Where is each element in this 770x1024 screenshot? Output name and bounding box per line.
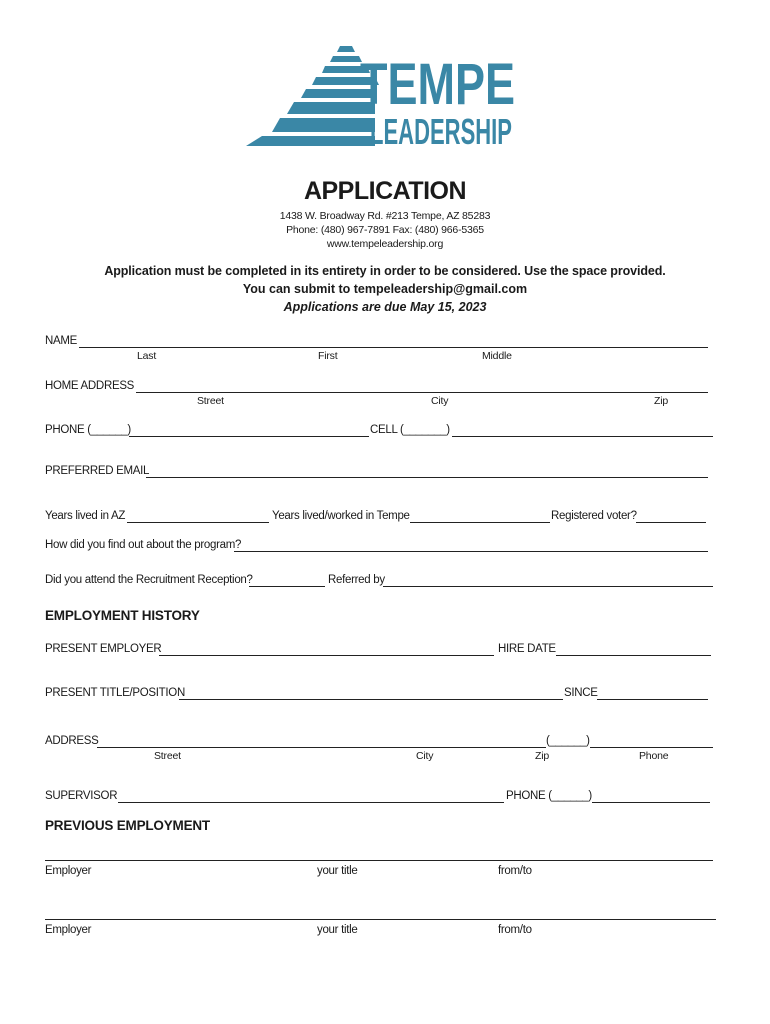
employer-area-code[interactable]: (______) [546, 735, 590, 747]
home-address-label: HOME ADDRESS [45, 380, 135, 392]
employment-history-heading: EMPLOYMENT HISTORY [45, 608, 200, 623]
employer-phone-caption: Phone [639, 750, 669, 762]
employer-address-label: ADDRESS [45, 735, 99, 747]
voter-label: Registered voter? [551, 510, 637, 522]
org-phone-fax: Phone: (480) 967-7891 Fax: (480) 966-5365 [286, 224, 484, 236]
cell-field[interactable] [452, 436, 713, 437]
previous-title-caption: your title [317, 924, 358, 936]
how-found-label: How did you find out about the program? [45, 539, 242, 551]
previous-employment-line[interactable] [45, 919, 716, 920]
name-first-caption: First [318, 350, 338, 362]
previous-dates-caption: from/to [498, 865, 532, 877]
page-title: APPLICATION [303, 177, 467, 205]
email-field[interactable] [146, 477, 708, 478]
hire-date-label: HIRE DATE [498, 643, 556, 655]
street-caption: Street [197, 395, 224, 407]
due-date: Applications are due May 15, 2023 [283, 300, 487, 314]
previous-employment-heading: PREVIOUS EMPLOYMENT [45, 818, 210, 833]
phone-label: PHONE (______) [45, 424, 131, 436]
years-tempe-label: Years lived/worked in Tempe [272, 510, 410, 522]
previous-employer-caption: Employer [45, 865, 92, 877]
previous-title-caption: your title [317, 865, 358, 877]
org-website[interactable]: www.tempeleadership.org [326, 238, 444, 250]
org-address: 1438 W. Broadway Rd. #213 Tempe, AZ 85283 [279, 210, 491, 222]
logo-leadership: LEADERSHIP [370, 111, 512, 152]
referred-field[interactable] [383, 586, 713, 587]
employer-phone-field[interactable] [590, 747, 713, 748]
employer-city-caption: City [416, 750, 434, 762]
employer-address-field[interactable] [97, 747, 546, 748]
hire-date-field[interactable] [556, 655, 711, 656]
zip-caption: Zip [654, 395, 668, 407]
home-address-field[interactable] [136, 392, 708, 393]
since-field[interactable] [597, 699, 708, 700]
email-label: PREFERRED EMAIL [45, 465, 150, 477]
years-az-field[interactable] [127, 522, 269, 523]
present-employer-label: PRESENT EMPLOYER [45, 643, 162, 655]
supervisor-phone-label: PHONE (______) [506, 790, 592, 802]
previous-employment-line[interactable] [45, 860, 713, 861]
supervisor-label: SUPERVISOR [45, 790, 118, 802]
supervisor-field[interactable] [118, 802, 504, 803]
phone-field[interactable] [129, 436, 369, 437]
instructions-line-1: Application must be completed in its entirety in order to be considered. Use the space provided. [104, 264, 666, 278]
reception-field[interactable] [249, 586, 325, 587]
employer-zip-caption: Zip [535, 750, 549, 762]
reception-label: Did you attend the Recruitment Reception? [45, 574, 253, 586]
previous-employer-caption: Employer [45, 924, 92, 936]
name-last-caption: Last [137, 350, 157, 362]
supervisor-phone-field[interactable] [592, 802, 710, 803]
logo-tempe: TEMPE [360, 52, 515, 117]
tempe-leadership-logo [240, 40, 525, 150]
name-middle-caption: Middle [482, 350, 512, 362]
how-found-field[interactable] [234, 551, 708, 552]
present-title-field[interactable] [179, 699, 563, 700]
city-caption: City [431, 395, 449, 407]
years-tempe-field[interactable] [410, 522, 550, 523]
name-field[interactable] [79, 347, 708, 348]
present-title-label: PRESENT TITLE/POSITION [45, 687, 185, 699]
present-employer-field[interactable] [159, 655, 494, 656]
voter-field[interactable] [636, 522, 706, 523]
instructions-line-2: You can submit to tempeleadership@gmail.com [242, 282, 528, 296]
previous-dates-caption: from/to [498, 924, 532, 936]
since-label: SINCE [564, 687, 598, 699]
employer-street-caption: Street [154, 750, 181, 762]
referred-label: Referred by [328, 574, 385, 586]
cell-label: CELL (_______) [370, 424, 450, 436]
name-label: NAME [45, 335, 78, 347]
years-az-label: Years lived in AZ [45, 510, 126, 522]
